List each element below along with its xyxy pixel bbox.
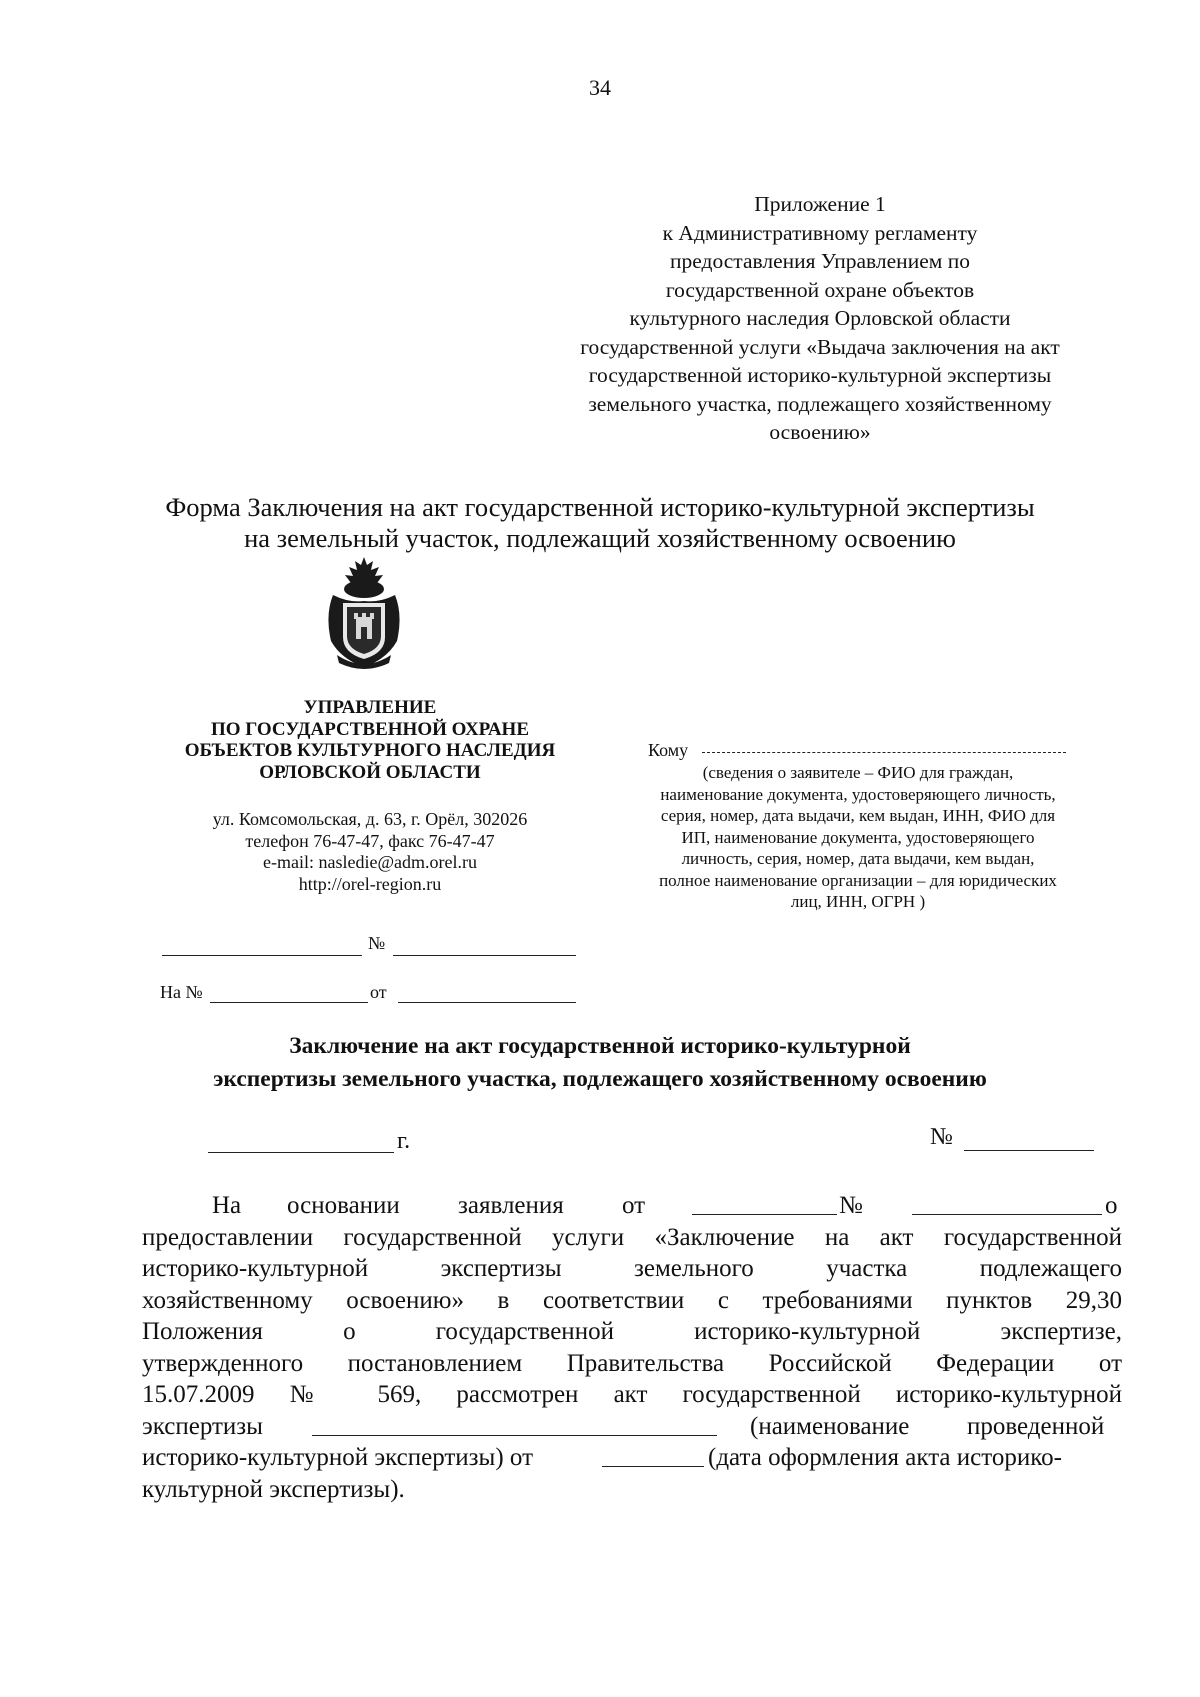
conclusion-number-line[interactable]	[964, 1150, 1094, 1151]
outgoing-number-label: №	[368, 933, 386, 953]
application-date-blank[interactable]	[692, 1192, 837, 1215]
body-line-7: 15.07.2009 № 569, рассмотрен акт государственной историко-культурной	[142, 1381, 1122, 1408]
in-reply-label: На №	[160, 982, 203, 1002]
conclusion-title	[100, 1030, 1100, 1096]
in-reply-date-line[interactable]	[398, 1002, 576, 1003]
conclusion-date-line[interactable]	[208, 1152, 394, 1153]
form-title-line-1: Форма Заключения на акт государственной историко-культурной экспертизы	[165, 492, 1035, 522]
recipient-note-line: личность, серия, номер, дата выдачи, кем выдан,	[681, 849, 1035, 868]
recipient-note-line: серия, номер, дата выдачи, кем выдан, ИНН, ФИО для	[660, 806, 1056, 825]
organization-address: ул. Комсомольская, д. 63, г. Орёл, 302026	[212, 809, 528, 829]
body-word: проведенной	[967, 1412, 1105, 1440]
body-word: экспертизы	[142, 1412, 263, 1440]
appendix-header	[540, 190, 1100, 447]
body-line-10: культурной экспертизы).	[142, 1475, 405, 1503]
appendix-line: государственной услуги «Выдача заключения на акт	[580, 334, 1060, 359]
conclusion-title-line-2: экспертизы земельного участка, подлежащего хозяйственному освоению	[213, 1066, 987, 1092]
outgoing-date-line[interactable]	[162, 955, 362, 956]
conclusion-year-suffix: г.	[397, 1128, 411, 1154]
conclusion-title-line-1: Заключение на акт государственной историко-культурной	[289, 1033, 911, 1059]
body-paragraph	[142, 1190, 1122, 1505]
body-number-label: №	[839, 1192, 863, 1219]
application-number-blank[interactable]	[912, 1192, 1102, 1215]
appendix-line: земельного участка, подлежащего хозяйственному	[588, 391, 1052, 416]
form-title	[100, 492, 1100, 554]
recipient-note-line: лиц, ИНН, ОГРН )	[790, 892, 926, 911]
body-word: историко-культурной экспертизы) от	[142, 1444, 534, 1471]
appendix-line: предоставления Управлением по	[670, 249, 970, 273]
form-title-line-2: на земельный участок, подлежащий хозяйственному освоению	[244, 523, 956, 553]
body-line-2: предоставлении государственной услуги «Заключение на акт государственной	[142, 1223, 1122, 1251]
appendix-line: государственной охране объектов	[665, 277, 975, 302]
organization-contacts	[150, 809, 590, 895]
appendix-line: Приложение 1	[754, 192, 886, 216]
organization-website: http://orel-region.ru	[298, 873, 442, 894]
body-word: о	[1105, 1192, 1118, 1219]
body-line-4: хозяйственному освоению» в соответствии с требованиями пунктов 29,30	[142, 1286, 1122, 1314]
body-word: основании	[287, 1192, 400, 1219]
body-word: от	[622, 1192, 646, 1219]
in-reply-from-label: от	[370, 982, 387, 1002]
organization-phone: телефон 76-47-47, факс 76-47-47	[245, 830, 495, 851]
body-line-9	[142, 1442, 1122, 1474]
outgoing-number-line[interactable]	[393, 955, 576, 956]
organization-name	[150, 697, 590, 783]
expertise-name-blank[interactable]	[312, 1413, 717, 1436]
coat-of-arms-icon	[323, 555, 405, 670]
appendix-line: к Административному регламенту	[662, 220, 978, 245]
body-line-3: историко-культурной экспертизы земельного участка подлежащего	[142, 1255, 1122, 1282]
appendix-line: государственной историко-культурной экспертизы	[588, 363, 1052, 387]
in-reply-number-line[interactable]	[210, 1002, 368, 1003]
body-word: На	[212, 1192, 242, 1219]
body-line-1	[142, 1190, 1122, 1222]
conclusion-number-label: №	[930, 1124, 953, 1150]
appendix-line: культурного наследия Орловской области	[629, 306, 1011, 330]
body-word: (дата оформления акта историко-	[708, 1444, 1062, 1471]
body-word: (наименование	[750, 1412, 910, 1440]
organization-line: УПРАВЛЕНИЕ	[303, 697, 437, 718]
organization-email: e-mail: nasledie@adm.orel.ru	[263, 852, 477, 872]
act-date-blank[interactable]	[602, 1444, 704, 1467]
recipient-note	[598, 762, 1118, 913]
body-line-8	[142, 1411, 1122, 1443]
body-line-6: утвержденного постановлением Правительства Российской Федерации от	[142, 1349, 1122, 1377]
appendix-line: освоению»	[769, 420, 871, 444]
organization-line: ПО ГОСУДАРСТВЕННОЙ ОХРАНЕ	[210, 718, 530, 740]
recipient-note-line: ИП, наименование документа, удостоверяющего	[681, 827, 1035, 847]
recipient-note-line: (сведения о заявителе – ФИО для граждан,	[702, 763, 1014, 782]
organization-line: ОРЛОВСКОЙ ОБЛАСТИ	[259, 761, 481, 783]
recipient-note-line: полное наименование организации – для юридических	[659, 870, 1057, 890]
recipient-field-line[interactable]	[702, 752, 1066, 753]
organization-line: ОБЪЕКТОВ КУЛЬТУРНОГО НАСЛЕДИЯ	[184, 740, 556, 761]
body-line-5: Положения о государственной историко-культурной экспертизе,	[142, 1318, 1122, 1345]
page-number: 34	[589, 75, 611, 100]
body-word: заявления	[458, 1192, 564, 1219]
recipient-note-line: наименование документа, удостоверяющего личность,	[660, 784, 1056, 804]
recipient-to-label: Кому	[648, 740, 689, 760]
